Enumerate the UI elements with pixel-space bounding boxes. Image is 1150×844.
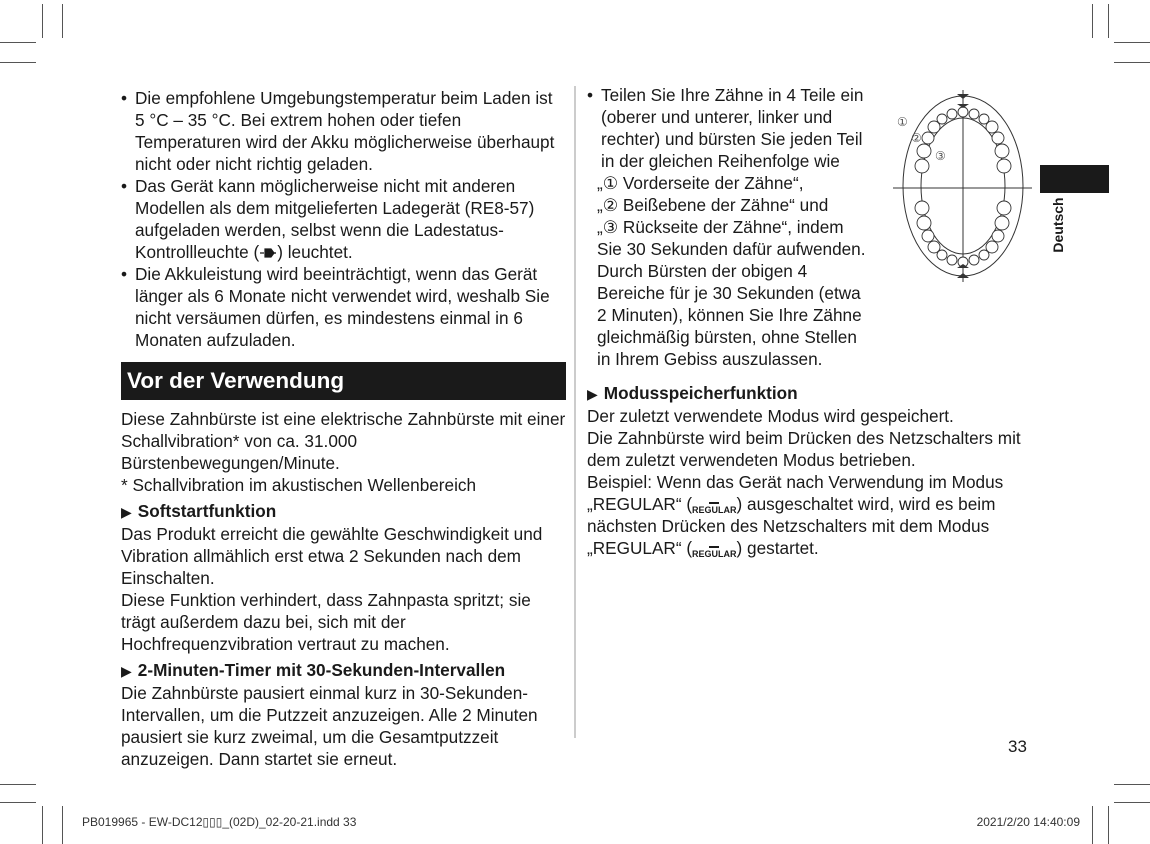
play-arrow-icon: ▶ [121, 504, 132, 520]
charging-plug-icon [259, 247, 277, 259]
brushing-tip [587, 84, 872, 370]
tip-line-back: „③ Rückseite der Zähne“, indem Sie 30 Sekunden dafür aufwenden. Durch Bürsten der obigen 4 Bereiche für je 30 Sekunden (etwa 2 Minuten), können Sie Ihre Zähne gleichmäßig bürsten, ohne Stellen in Ihrem Gebiss auszulassen. [597, 217, 866, 369]
crop-mark [0, 802, 36, 803]
memory-title: Modusspeicherfunktion [603, 383, 798, 403]
crop-mark [1108, 806, 1109, 844]
timer-text: Die Zahnbürste pausiert einmal kurz in 30-Sekunden-Intervallen, um die Putzzeit anzuzeigen. Alle 2 Minuten pausiert sie kurz zweimal, um die Gesamtputzzeit anzuzeigen. Dann startet sie erneut. [121, 683, 538, 769]
left-column [121, 87, 566, 770]
crop-mark [0, 62, 36, 63]
bullet-battery: • Die Akkuleistung wird beeinträchtigt, wenn das Gerät länger als 6 Monate nicht verwendet wird, weshalb Sie nicht versäumen dürfen, es mindestens einmal in 6 Monaten aufzuladen. [121, 263, 566, 351]
crop-mark [42, 806, 43, 844]
crop-mark [1114, 784, 1150, 785]
timer-heading [121, 659, 566, 682]
language-tab [1040, 165, 1109, 193]
bullet-charger [121, 175, 566, 263]
bullet-charger-text: Das Gerät kann möglicherweise nicht mit anderen Modellen als dem mitgelieferten Ladegerät (RE8-57) aufgeladen werden, selbst wenn die Ladestatus-Kontrollleuchte ( [135, 176, 535, 262]
language-label: Deutsch [1050, 197, 1066, 253]
softstart-title: Softstartfunktion [137, 501, 277, 521]
softstart-heading [121, 500, 566, 523]
footer-file-info: PB019965 - EW-DC12▯▯▯_(02D)_02-20-21.indd 33 [82, 815, 357, 829]
crop-mark [1114, 42, 1150, 43]
section-title: Vor der Verwendung [121, 362, 566, 400]
footer-timestamp: 2021/2/20 14:40:09 [976, 815, 1080, 829]
footnote: * Schallvibration im akustischen Wellenbereich [121, 475, 477, 495]
bullet-charger-text-end: ) leuchtet. [277, 242, 353, 262]
tip-line-intro: • Teilen Sie Ihre Zähne in 4 Teile ein (oberer und unterer, linker und rechter) und bürsten Sie jeden Teil in der gleichen Reihenfolge wie [587, 84, 872, 172]
softstart-text-1: Das Produkt erreicht die gewählte Geschwindigkeit und Vibration allmählich erst etwa 2 Sekunden nach dem Einschalten. [121, 524, 543, 588]
memory-text-3 [587, 471, 1032, 559]
memory-example-b: ) ausgeschaltet wird, wird es beim nächsten Drücken des Netzschalters mit dem Modus „REGULAR“ ( [587, 494, 996, 558]
tip-line-bite: „② Beißebene der Zähne“ und [597, 195, 829, 215]
crop-mark [0, 784, 36, 785]
tip-line-front: „① Vorderseite der Zähne“, [597, 173, 804, 193]
memory-example-c: ) gestartet. [736, 538, 819, 558]
play-arrow-icon: ▶ [121, 663, 132, 679]
diagram-label-1: ① [897, 115, 908, 129]
memory-text-2: Die Zahnbürste wird beim Drücken des Netzschalters mit dem zuletzt verwendeten Modus betrieben. [587, 428, 1021, 470]
softstart-text-2: Diese Funktion verhindert, dass Zahnpasta spritzt; sie trägt außerdem dazu bei, sich mit der Hochfrequenzvibration vertraut zu machen. [121, 590, 531, 654]
memory-text-1: Der zuletzt verwendete Modus wird gespeichert. [587, 406, 954, 426]
regular-mode-icon: REGULAR [692, 546, 737, 559]
crop-mark [42, 4, 43, 38]
bullet-temperature: • Die empfohlene Umgebungstemperatur beim Laden ist 5 °C – 35 °C. Bei extrem hohen oder tiefen Temperaturen wird der Akku möglicherweise überhaupt nicht oder nicht richtig geladen. [121, 87, 566, 175]
column-divider [574, 86, 576, 738]
memory-example-a: Beispiel: Wenn das Gerät nach Verwendung im Modus „REGULAR“ ( [587, 472, 1004, 514]
timer-title: 2-Minuten-Timer mit 30-Sekunden-Intervallen [137, 660, 506, 680]
crop-mark [1114, 802, 1150, 803]
crop-mark [62, 806, 63, 844]
crop-mark [62, 4, 63, 38]
play-arrow-icon: ▶ [587, 386, 598, 402]
crop-mark [0, 42, 36, 43]
intro-text: Diese Zahnbürste ist eine elektrische Zahnbürste mit einer Schallvibration* von ca. 31.000 Bürstenbewegungen/Minute. [121, 409, 566, 473]
page-number: 33 [1008, 737, 1027, 756]
crop-mark [1108, 4, 1109, 38]
diagram-label-3: ③ [935, 149, 946, 163]
regular-mode-icon: REGULAR [692, 502, 737, 515]
memory-heading [587, 382, 1032, 405]
crop-mark [1092, 4, 1093, 38]
crop-mark [1092, 806, 1093, 844]
diagram-label-2: ② [911, 131, 922, 145]
teeth-diagram [891, 86, 1034, 282]
crop-mark [1114, 62, 1150, 63]
